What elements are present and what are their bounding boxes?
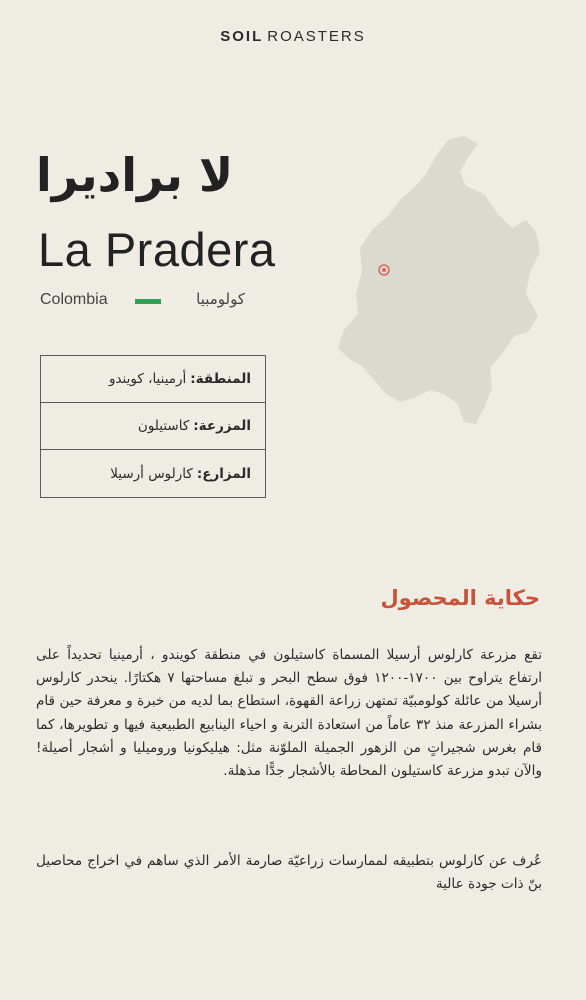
country-english: Colombia — [40, 291, 108, 308]
region-value: أرمينيا، كويندو — [108, 371, 187, 387]
country-arabic: كولومبيا — [196, 290, 245, 308]
country-row — [40, 290, 255, 312]
region-label: المنطقة: — [190, 371, 251, 387]
flag-bar-icon — [135, 299, 161, 304]
story-paragraph-2: عُرف عن كارلوس بتطبيقه لممارسات زراعيّة صارمة الأمر الذي ساهم في اخراج محاصيل بنّ ذات جودة عالية — [36, 853, 542, 893]
farmer-value: كارلوس أرسيلا — [110, 465, 193, 482]
colombia-map-shape — [338, 136, 540, 424]
coffee-name-english: La Pradera — [38, 223, 276, 276]
origin-info-table — [40, 355, 266, 498]
brand-header — [0, 28, 586, 45]
location-marker-dot — [382, 268, 386, 272]
brand-name-bold: SOIL — [220, 28, 264, 45]
story-title: حكاية المحصول — [380, 586, 540, 610]
farm-label: المزرعة: — [193, 418, 251, 434]
info-row-farmer — [41, 450, 265, 497]
info-row-farm — [41, 403, 265, 450]
story-paragraph-1: تقع مزرعة كارلوس أرسيلا المسماة كاستيلون في منطقة كويندو ، أرمينيا تحديداً على ارتفاع يتراوح بين ١٧٠٠-١٢٠٠ فوق سطح البحر و تبلغ مساحتها ٧ هكتارًا. ينحدر كارلوس أرسيلا من عائلة كولومبيّة تمتهن زراعة القهوة، استطاع بما لديه من خبرة و معرفة حين قام بشراء المزرعة منذ ٣٢ عاماً من استعادة التربة و احياء الينابيع الطبيعية فيها و تطويرها، كما قام بغرس شجيراتٍ من الزهور الجميلة الملوّنة مثل: هيليكونيا وروميليا و أشجار أصيلة! والآن تبدو مزرعة كاستيلون المحاطة بالأشجار جدًّا مذهلة. — [36, 647, 542, 780]
farmer-label: المزارع: — [196, 465, 251, 482]
brand-name-rest: ROASTERS — [267, 28, 366, 45]
coffee-name-arabic: لا براديرا — [36, 148, 234, 202]
colombia-map-icon — [330, 132, 555, 432]
farm-value: كاستيلون — [137, 418, 190, 434]
info-row-region — [41, 356, 265, 403]
